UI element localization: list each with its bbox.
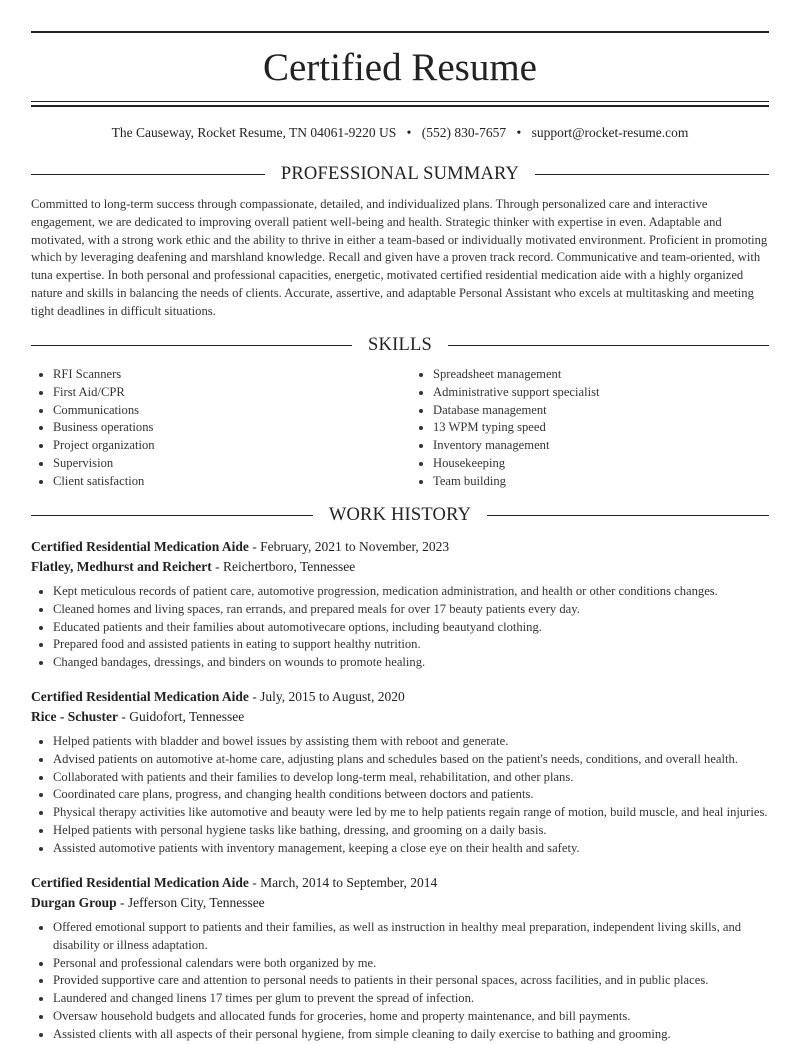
skill-item: • Project organization [53,437,389,455]
job-location: - Guidofort, Tennessee [117,708,245,724]
job-bullet: • Collaborated with patients and their families to develop long-term meal, rehabilitation, and other plans. [53,769,769,787]
skill-item: • Inventory management [433,437,769,455]
job-bullet: • Cleaned homes and living spaces, ran errands, and prepared meals for over 17 beauty patients every day. [53,601,769,619]
contact-separator: • [406,125,412,140]
contact-email: support@rocket-resume.com [531,125,689,140]
skill-item: • Team building [433,473,769,491]
work-heading: WORK HISTORY [328,505,472,525]
job-bullet: • Helped patients with personal hygiene tasks like bathing, dressing, and grooming on a daily basis. [53,822,769,840]
skill-item: • Housekeeping [433,455,769,473]
job-bullet: • Personal and professional calendars were both organized by me. [53,955,769,973]
heading-rule-right [448,345,769,346]
job-company: Rice - Schuster [31,708,118,724]
job-bullet: • Changed bandages, dressings, and binders on wounds to promote healing. [53,654,769,672]
job-company-line [31,707,769,727]
heading-rule-left [31,345,352,346]
job-dates: - July, 2015 to August, 2020 [248,689,405,704]
skill-item: • Business operations [53,419,389,437]
heading-rule-left [31,174,265,175]
job-company: Durgan Group [31,894,117,910]
job-title: Certified Residential Medication Aide [31,875,249,890]
job-bullet: • Educated patients and their families about automotivecare options, including beautyand clothing. [53,619,769,637]
job-bullet: • Kept meticulous records of patient care, automotive progression, medication administration, and health or other conditions changes. [53,583,769,601]
job-bullets [31,583,769,672]
resume-name: Certified Resume [262,46,537,89]
job-company-line [31,893,769,913]
job-title-line [31,873,769,893]
job-title-line [31,687,769,707]
job-bullet: • Laundered and changed linens 17 times per glum to prevent the spread of infection. [53,990,769,1008]
heading-rule-left [31,515,313,516]
job-company: Flatley, Medhurst and Reichert [31,558,212,574]
heading-rule-right [535,174,769,175]
job-title: Certified Residential Medication Aide [31,539,249,554]
header-double-rule [31,101,769,107]
skills-list-right [411,366,769,491]
job-dates: - February, 2021 to November, 2023 [248,539,450,554]
skills-columns [31,366,769,491]
skills-heading: SKILLS [368,335,432,355]
contact-phone: (552) 830-7657 [421,125,507,140]
skill-item: • First Aid/CPR [53,384,389,402]
job-bullets [31,733,769,858]
summary-heading: PROFESSIONAL SUMMARY [280,164,520,184]
work-heading-row [31,503,769,527]
skill-item: • Administrative support specialist [433,384,769,402]
job-entry [31,687,769,858]
job-entry [31,873,769,1044]
job-bullet: • Oversaw household budgets and allocated funds for groceries, home and property maintenance, and bill payments. [53,1008,769,1026]
contact-address: The Causeway, Rocket Resume, TN 04061-9220 US [111,125,397,140]
skill-item: • Communications [53,402,389,420]
skill-item: • 13 WPM typing speed [433,419,769,437]
job-bullet: • Assisted clients with all aspects of their personal hygiene, from simple cleaning to daily exercise to bathing and grooming. [53,1026,769,1044]
job-dates: - March, 2014 to September, 2014 [248,875,438,890]
job-entry [31,537,769,672]
skill-item: • Supervision [53,455,389,473]
skill-item: • Client satisfaction [53,473,389,491]
job-bullet: • Advised patients on automotive at-home care, adjusting plans and schedules based on the patient's needs, conditions, and overall health. [53,751,769,769]
skills-heading-row [31,333,769,357]
heading-rule-right [487,515,769,516]
job-company-line [31,557,769,577]
job-title: Certified Residential Medication Aide [31,689,249,704]
job-location: - Reichertboro, Tennessee [211,558,356,574]
job-bullet: • Prepared food and assisted patients in eating to support healthy nutrition. [53,636,769,654]
job-bullet: • Helped patients with bladder and bowel issues by assisting them with reboot and generate. [53,733,769,751]
skill-item: • Spreadsheet management [433,366,769,384]
job-bullet: • Coordinated care plans, progress, and changing health conditions between doctors and patients. [53,786,769,804]
top-rule [31,31,769,33]
job-location: - Jefferson City, Tennessee [116,894,265,910]
skill-item: • RFI Scanners [53,366,389,384]
job-bullet: • Assisted automotive patients with inventory management, keeping a close eye on their health and safety. [53,840,769,858]
job-title-line [31,537,769,557]
skill-item: • Database management [433,402,769,420]
summary-text: Committed to long-term success through compassionate, detailed, and individualized plans. Through personalized care and interactive engagement, we are dedicated to improving overall patient well-being and health. Strategic thinker with expertise in even. Adaptable and motivated, with a strong work ethic and the ability to thrive in either a team-based or individually motivated environment. Proficient in promoting which by leveraging deafening and marshland knowledge. Recall and given have a proven track record. Communicative and team-oriented, with tuna expertise. In both personal and professional capacities, energetic, motivated certified residential medication aide with a highly organized nature and skills in balancing the needs of clients. Accurate, assertive, and adaptable Personal Assistant who excels at multitasking and meeting tight deadlines in difficult situations. [31,197,768,318]
contact-separator: • [516,125,522,140]
summary-heading-row [31,162,769,186]
skills-list-left [31,366,389,491]
job-bullet: • Physical therapy activities like automotive and beauty were led by me to help patients regain range of motion, build muscle, and heal injuries. [53,804,769,822]
job-bullet: • Offered emotional support to patients and their families, as well as instruction in healthy meal preparation, independent living skills, and disability or illness adaptation. [53,919,769,955]
job-bullets [31,919,769,1044]
job-bullet: • Provided supportive care and attention to personal needs to patients in their personal spaces, across facilities, and in public places. [53,972,769,990]
contact-line [31,124,769,142]
